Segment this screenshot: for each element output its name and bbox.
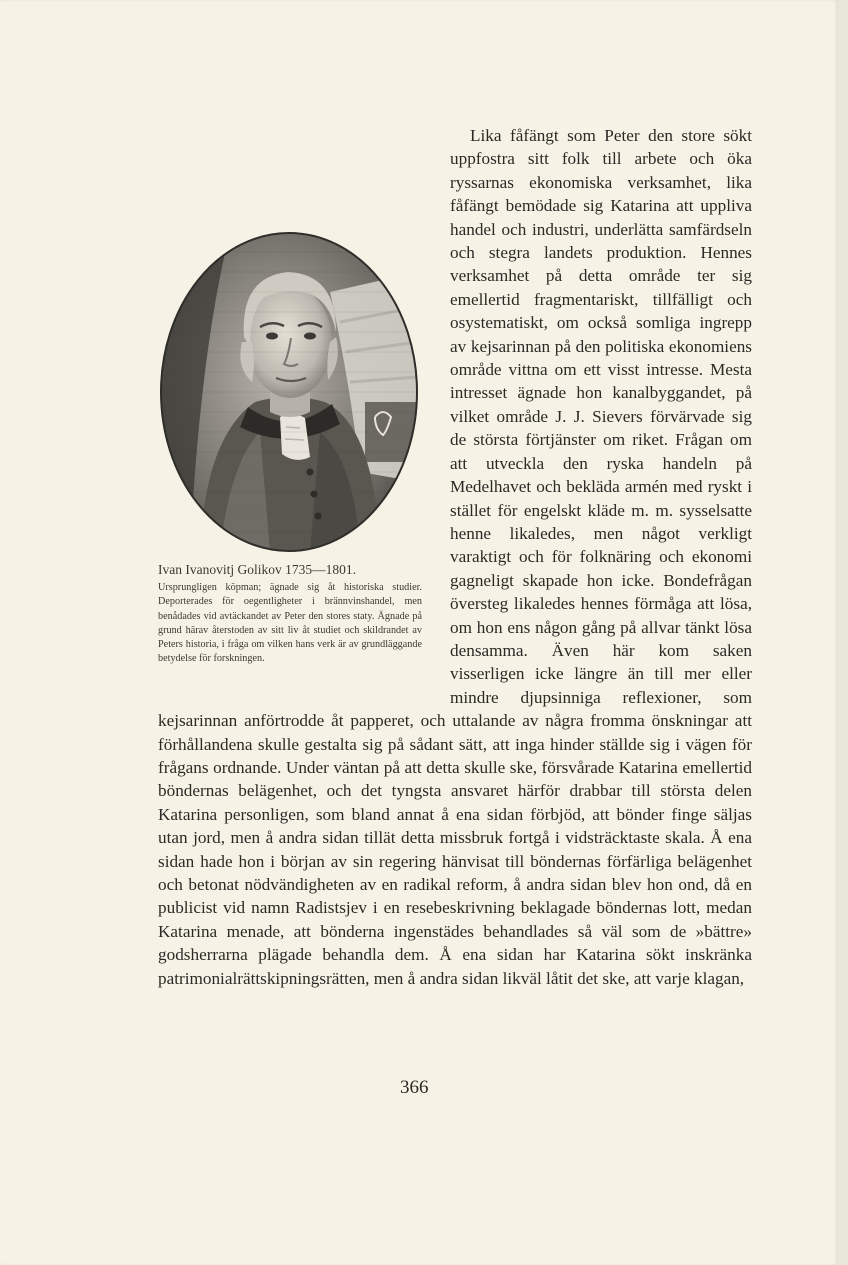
- paragraph: Lika fåfängt som Peter den store sökt uppfostra sitt folk till arbete och öka ryssarnas ekonomiska verksamhet, lika fåfängt bemödade sig Katarina att uppliva handel och industri, underlätta samfärdseln och stegra landets produktion. Hennes verksamhet på detta område ter sig emellertid fragmentariskt, tillfälligt och osystematiskt, om också somliga ingrepp av kejsarinnan på den politiska ekonomiens område vittna om ett visst intresse. Mesta intresset ägnade hon kanalbyggandet, på vilket område J. J. Sievers förvärvade sig de största förtjänster om riket. Frågan om att utveckla den ryska handeln på Medelhavet och bekläda armén med ryskt i stället för engelskt kläde m. m. sysselsatte henne likaledes, men något verkligt varaktigt och för folknäring och ekonomi gagneligt skapade hon icke. Bondefrågan översteg likaledes hennes förmåga att lösa, om hon ens någon gång på allvar tänkt lösa densamma. Även här kom saken visserligen icke längre än till mer eller mindre djupsinniga reflexioner, som kejsarinnan anförtrodde åt papperet, och uttalande av några fromma önskningar att förhållandena skulle gestalta sig på sådant sätt, att inga hinder ställde sig i vägen för frågans ordnande. Under väntan på att detta skulle ske, försvårade Katarina emellertid böndernas belägenhet, och det tyngsta ansvaret härför drabbar till största delen Katarina personligen, som bland annat å ena sidan förbjöd, att bönder finge säljas utan jord, men å andra sidan tillät detta missbruk fortgå i vidsträcktaste skala. Å ena sidan hade hon i början av sin regering hänvisat till böndernas förfärliga belägenhet och betonat nödvändigheten av en radikal reform, å andra sidan blev hon ond, då en publicist vid namn Radistsjev i en resebeskrivning beklagade böndernas lott, medan Katarina menade, att bönderna ingenstädes behandlades så väl som de »bättre» godsherrarna plägade behandla dem. Å ena sidan har Katarina sökt inskränka patrimonialrättskipningsrätten, men å andra sidan likväl låtit det ske, att varje klagan,: [158, 126, 752, 988]
- portrait-engraving: [160, 232, 418, 552]
- caption-title: Ivan Ivanovitj Golikov 1735—1801.: [158, 562, 356, 577]
- figure-caption: [158, 560, 422, 667]
- figure-block: [158, 124, 440, 701]
- page-number: 366: [400, 1077, 429, 1098]
- main-text-column: [158, 124, 752, 990]
- caption-description: Ursprungligen köpman; ägnade sig åt historiska studier. Deporterades för oegentligheter i brännvinshandel, men benådades vid avtäckandet av Peter den stores staty. Ägnade på grund härav återstoden av sitt liv åt studiet och skildrandet av Peters historia, i fråga om vilken hans verk är av grundläggande betydelse för forskningen.: [158, 582, 422, 665]
